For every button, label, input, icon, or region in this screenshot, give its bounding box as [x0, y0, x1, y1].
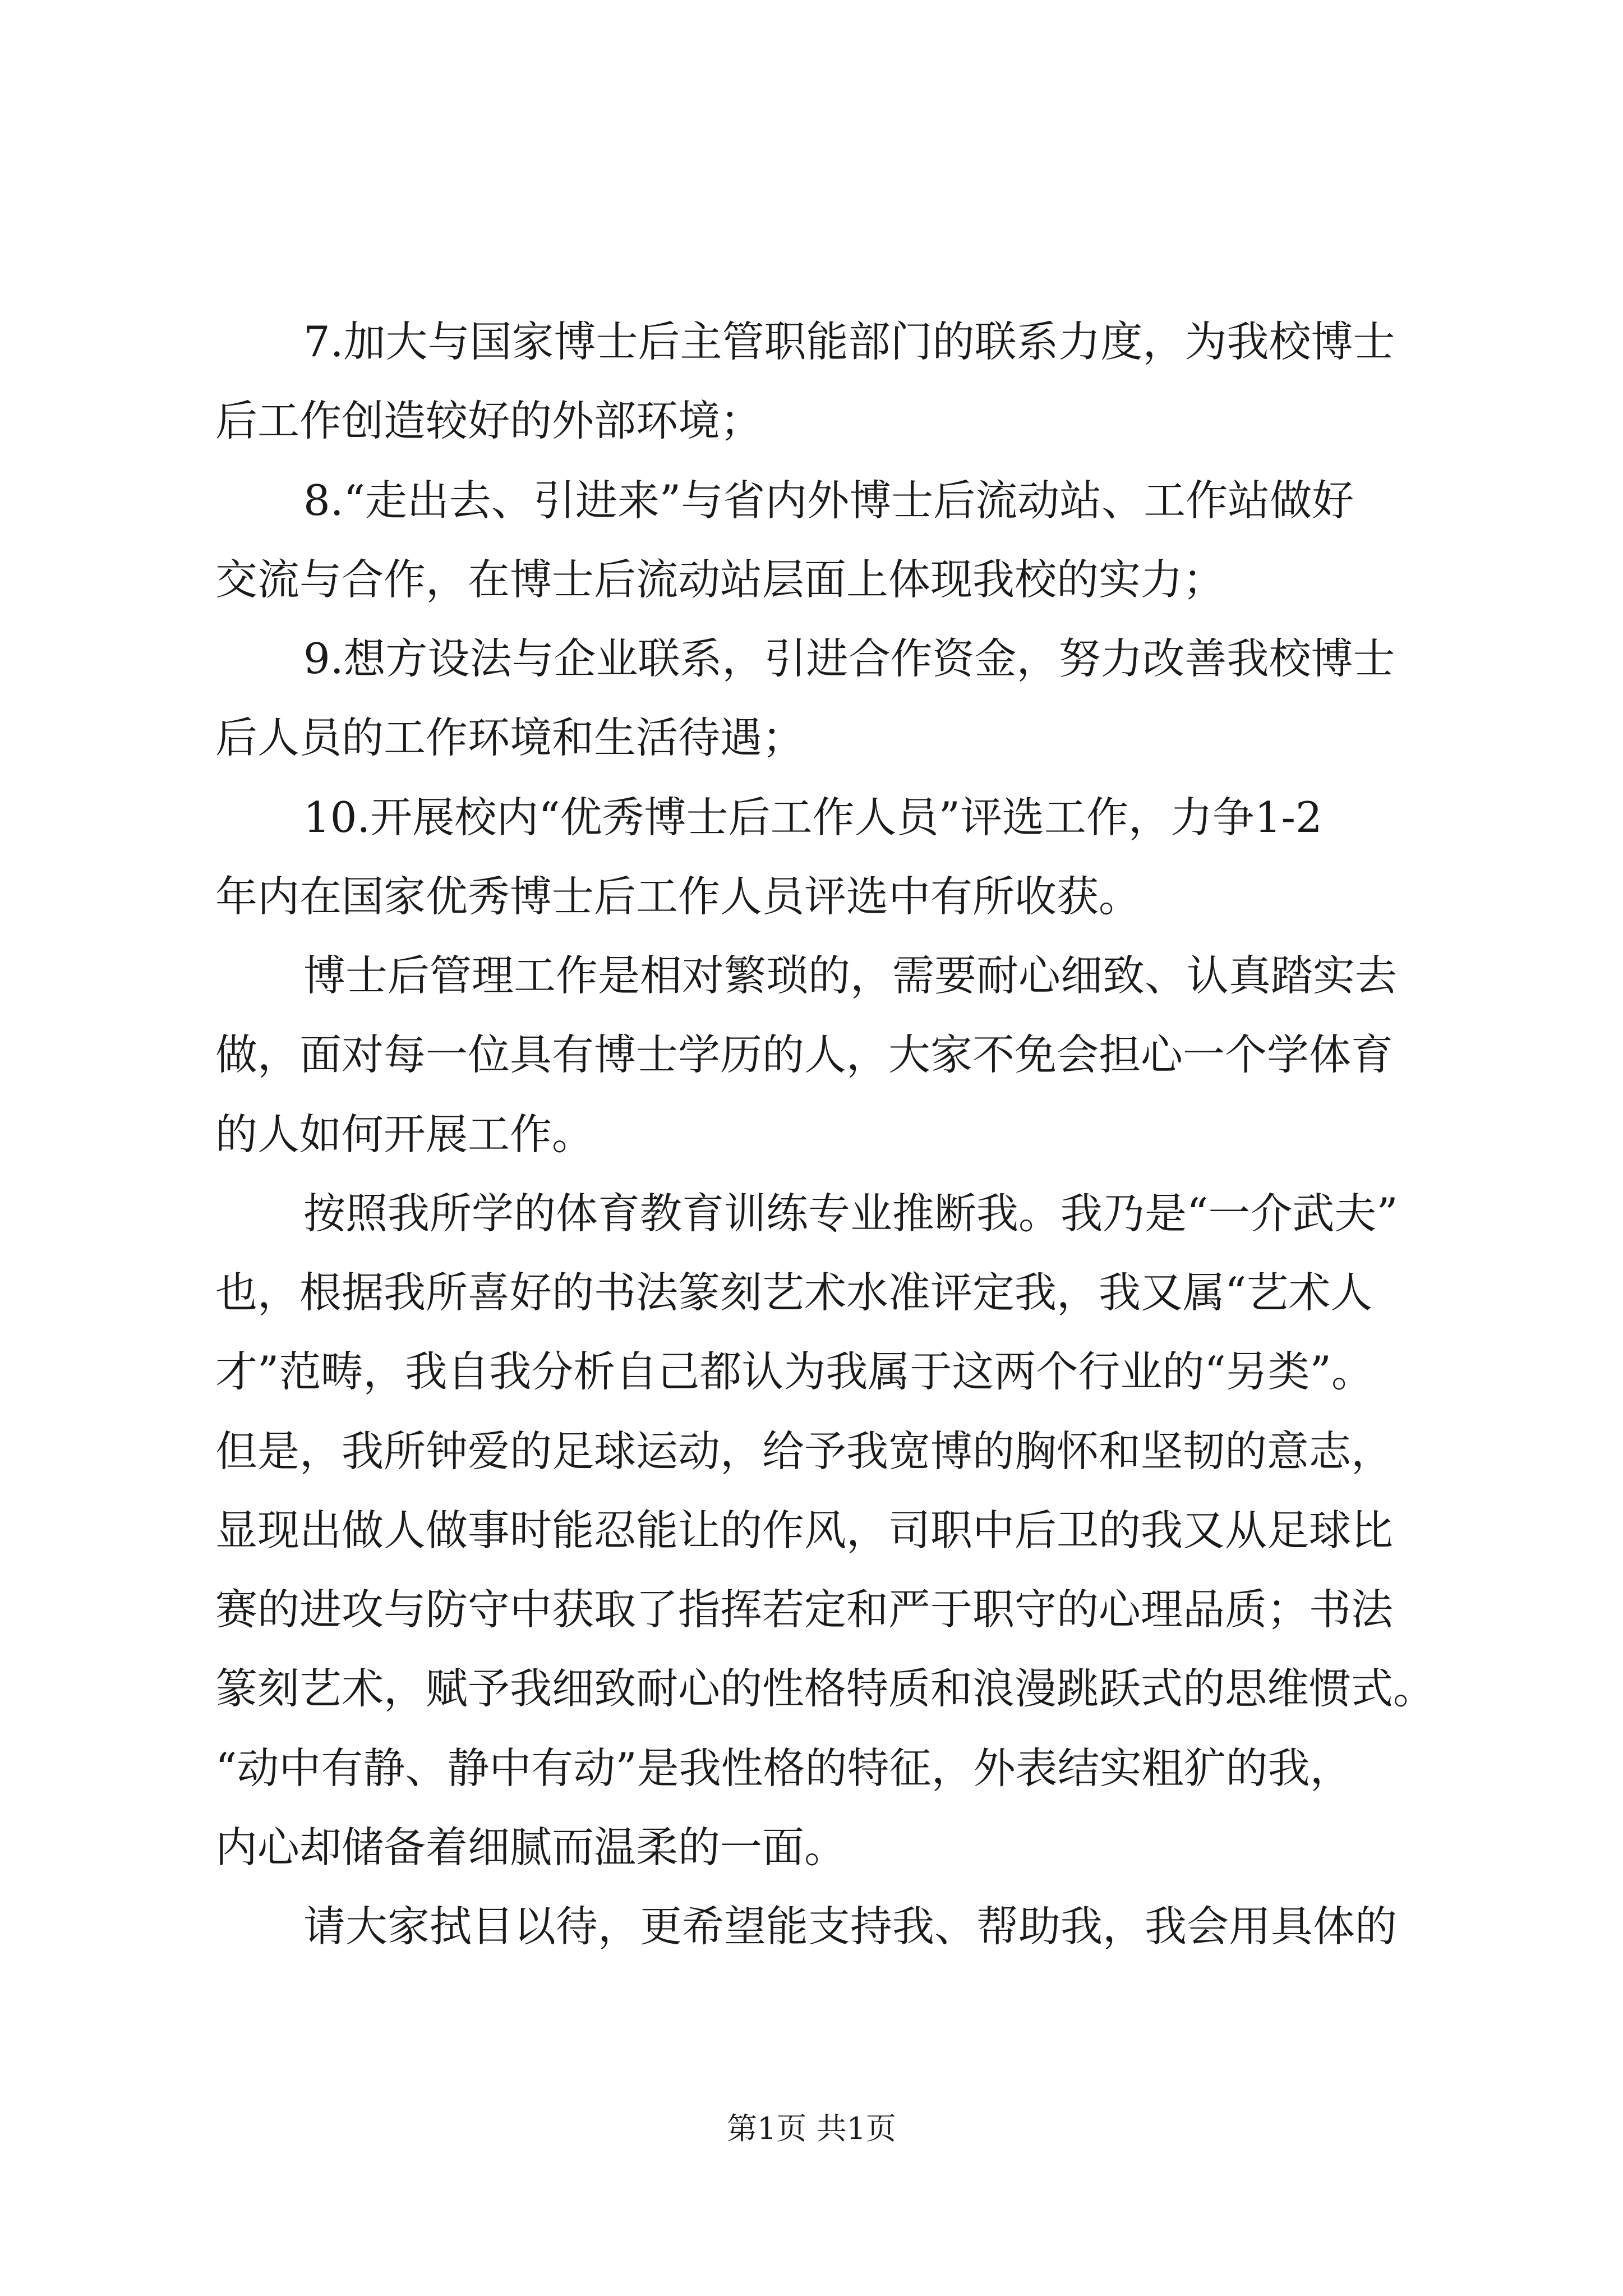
text-line: 赛的进攻与防守中获取了指挥若定和严于职守的心理品质；书法	[215, 1585, 1394, 1634]
text-line: 才”范畴，我自我分析自己都认为我属于这两个行业的“另类”。	[215, 1347, 1374, 1396]
text-line: 按照我所学的体育教育训练专业推断我。我乃是“一介武夫”	[303, 1189, 1398, 1238]
text-line: 显现出做人做事时能忍能让的作风，司职中后卫的我又从足球比	[215, 1506, 1394, 1555]
text-line: 8.“走出去、引进来”与省内外博士后流动站、工作站做好	[303, 476, 1354, 525]
text-line: 篆刻艺术，赋予我细致耐心的性格特质和浪漫跳跃式的思维惯式。	[215, 1664, 1436, 1713]
text-line: 交流与合作，在博士后流动站层面上体现我校的实力；	[215, 555, 1225, 604]
text-line: 9.想方设法与企业联系，引进合作资金，努力改善我校博士	[303, 634, 1395, 683]
page-footer: 第1页 共1页	[727, 2111, 896, 2146]
text-line: 年内在国家优秀博士后工作人员评选中有所收获。	[215, 872, 1141, 921]
text-line: 7.加大与国家博士后主管职能部门的联系力度，为我校博士	[303, 317, 1395, 366]
text-line: 内心却储备着细腻而温柔的一面。	[215, 1823, 847, 1872]
text-line: 做，面对每一位具有博士学历的人，大家不免会担心一个学体育	[215, 1030, 1394, 1079]
text-line: 后工作创造较好的外部环境；	[215, 396, 763, 445]
text-line: 但是，我所钟爱的足球运动，给予我宽博的胸怀和坚韧的意志，	[215, 1427, 1394, 1476]
text-line: 后人员的工作环境和生活待遇；	[215, 713, 805, 762]
text-line: 博士后管理工作是相对繁琐的，需要耐心细致、认真踏实去	[303, 951, 1398, 1000]
text-line: 的人如何开展工作。	[215, 1110, 594, 1159]
text-line: 也，根据我所喜好的书法篆刻艺术水准评定我，我又属“艺术人	[215, 1268, 1373, 1317]
text-line: “动中有静、静中有动”是我性格的特征，外表结实粗犷的我，	[215, 1743, 1352, 1793]
text-line: 10.开展校内“优秀博士后工作人员”评选工作，力争1-2	[303, 793, 1322, 842]
text-line: 请大家拭目以待，更希望能支持我、帮助我，我会用具体的	[303, 1902, 1398, 1951]
